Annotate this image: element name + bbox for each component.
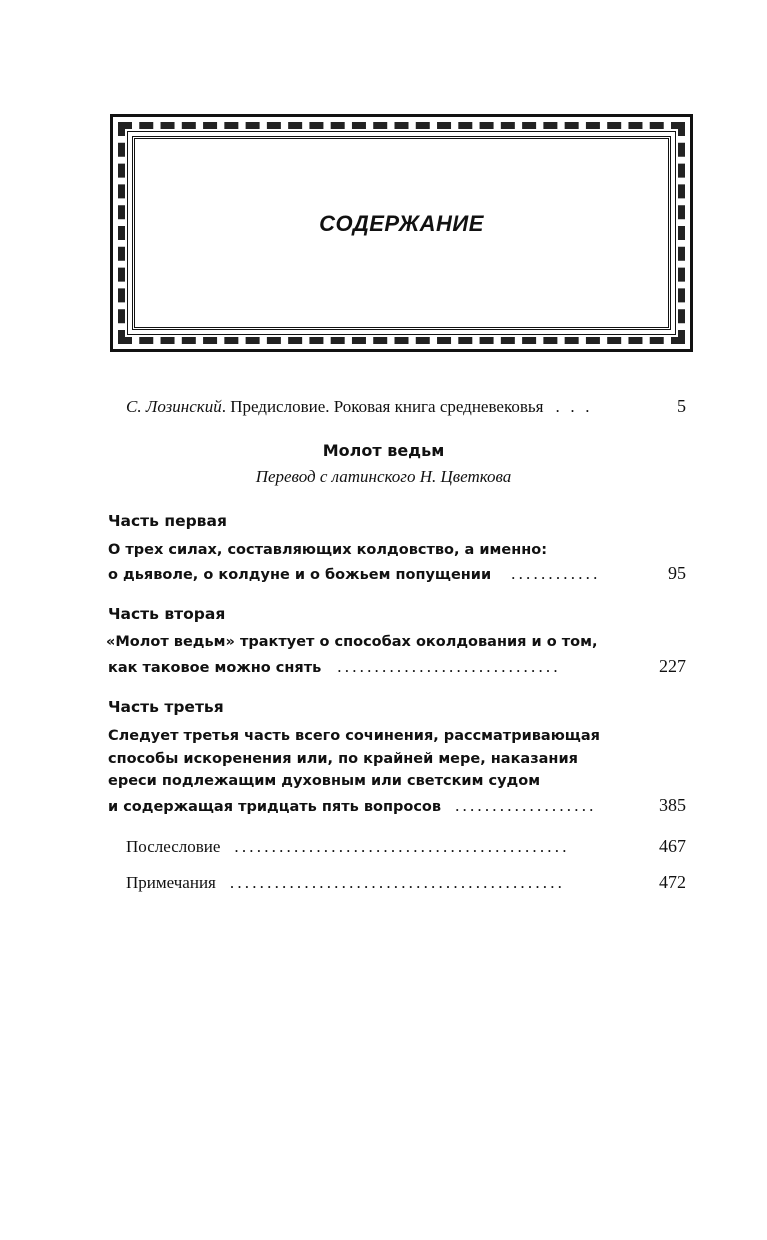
toc-entry-part-one[interactable] [108, 563, 686, 584]
part-one-line-1: О трех силах, составляющих колдовство, а именно: [108, 542, 548, 558]
part-three-heading: Часть третья [108, 698, 224, 716]
part-three-line-2: способы искоренения или, по крайней мере, наказания [108, 751, 578, 767]
part-three-line-1: Следует третья часть всего сочинения, рассматривающая [108, 728, 600, 744]
part-two-page-number: 227 [659, 656, 686, 676]
notes-leader-dots: ............................................. [229, 873, 566, 892]
toc-entry-afterword[interactable] [126, 836, 686, 857]
notes-page-number: 472 [659, 872, 686, 892]
part-one-heading: Часть первая [108, 512, 227, 530]
preface-leader-dots: . . . [555, 397, 593, 416]
part-two-leader-dots: .............................. [337, 657, 561, 676]
notes-label: Примечания [126, 873, 216, 892]
preface-author: С. Лозинский [126, 397, 222, 416]
part-two-heading: Часть вторая [108, 605, 226, 623]
page-title: СОДЕРЖАНИЕ [319, 211, 484, 236]
book-title: Молот ведьм [322, 441, 445, 460]
part-two-line-1: «Молот ведьм» трактует о способах околдования и о том, [106, 634, 598, 650]
toc-entry-part-three[interactable] [108, 795, 686, 816]
title-panel [132, 136, 671, 330]
part-two-line-2: как таковое можно снять [108, 660, 322, 676]
preface-page-number: 5 [677, 396, 686, 416]
part-three-leader-dots: ................... [455, 796, 597, 815]
part-three-line-3: ереси подлежащим духовным или светским судом [108, 773, 541, 789]
contents-title-frame [110, 114, 693, 352]
toc-entry-notes[interactable] [126, 872, 686, 893]
part-one-page-number: 95 [668, 563, 686, 583]
toc-entry-part-two[interactable] [108, 656, 686, 677]
afterword-page-number: 467 [659, 836, 686, 856]
toc-entry-preface[interactable] [126, 396, 686, 417]
afterword-label: Послесловие [126, 837, 221, 856]
part-one-leader-dots: ............ [511, 564, 601, 583]
afterword-leader-dots: ............................................. [234, 837, 570, 856]
preface-title: . Предисловие. Роковая книга средневековья [221, 397, 544, 416]
part-three-page-number: 385 [659, 795, 686, 815]
translator-credit: Перевод с латинского Н. Цветкова [255, 467, 512, 486]
part-one-line-2: о дьяволе, о колдуне и о божьем попущении [108, 567, 492, 583]
part-three-line-4: и содержащая тридцать пять вопросов [108, 799, 442, 815]
